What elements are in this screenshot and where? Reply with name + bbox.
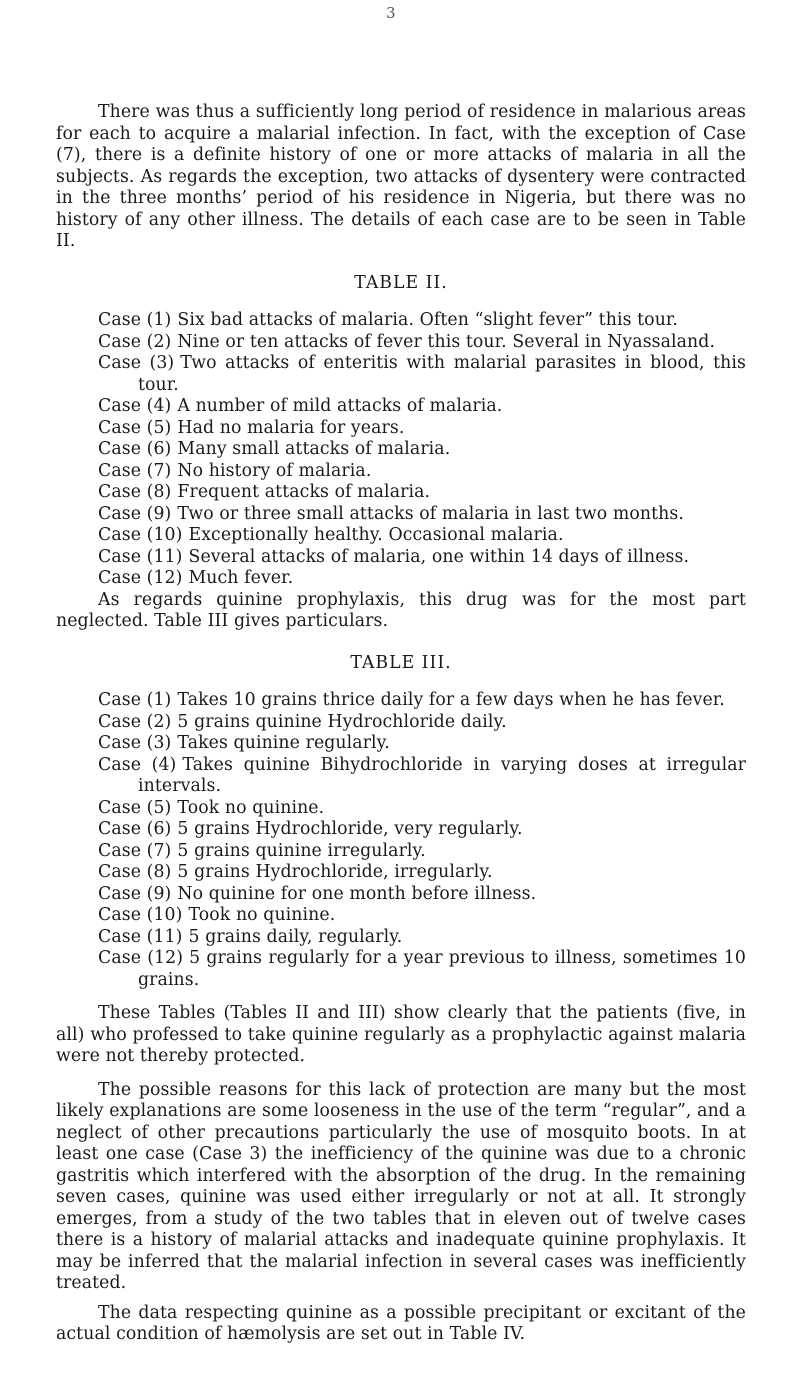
table-2-case-6: [56, 439, 746, 461]
spacer: [56, 1068, 746, 1080]
table-2-case-3: [56, 353, 746, 396]
table-2-case-9: [56, 504, 746, 526]
case-label: Case (3): [98, 353, 175, 373]
case-label: Case (1): [98, 690, 172, 710]
case-text: 5 grains Hydrochloride, very regularly.: [177, 819, 523, 839]
case-text: 5 grains quinine Hydrochloride daily.: [177, 711, 507, 732]
case-label: Case (9): [98, 883, 172, 904]
table-3-case-6: [56, 819, 746, 841]
case-text: Nine or ten attacks of fever this tour. Several in Nyassaland.: [177, 331, 716, 352]
case-text: 5 grains daily, regularly.: [188, 926, 403, 947]
case-text: Two or three small attacks of malaria in last two months.: [177, 503, 684, 524]
case-label: Case (8): [98, 862, 172, 882]
page-body: [56, 102, 746, 1346]
table-3-case-9: [56, 884, 746, 906]
case-label: Case (5): [98, 797, 172, 818]
case-text: Takes 10 grains thrice daily for a few days when he has fever.: [177, 690, 725, 710]
table-3-case-2: [56, 712, 746, 734]
page-number: 3: [386, 4, 396, 22]
case-label: Case (7): [98, 460, 172, 481]
final-paragraph: The data respecting quinine as a possible precipitant or excitant of the actual condition of hæmolysis are set out in Table IV.: [56, 1302, 746, 1344]
case-text: Took no quinine.: [177, 797, 325, 818]
case-label: Case (1): [98, 310, 172, 330]
case-text: Several attacks of malaria, one within 14 days of illness.: [188, 546, 690, 567]
case-label: Case (4): [98, 396, 172, 416]
reasons-paragraph: The possible reasons for this lack of protection are many but the most likely explanations are some looseness in the use of the term “regular”, and a neglect of other precautions particularly the use of mosquito boots. In at least one case (Case 3) the inefficiency of the quinine was due to a chronic gastritis which interfered with the absorption of the drug. In the remaining seven cases, quinine was used either irregularly or not at all. It strongly emerges, from a study of the two tables that in eleven out of twelve cases there is a history of malarial attacks and inadequate quinine prophylaxis. It may be inferred that the malarial infection in several cases was inefficiently treated.: [56, 1079, 746, 1293]
case-label: Case (10): [98, 905, 183, 925]
table-2-case-10: [56, 525, 746, 547]
case-text: Six bad attacks of malaria. Often “slight fever” this tour.: [177, 310, 678, 330]
case-text: 5 grains Hydrochloride, irregularly.: [177, 862, 493, 882]
case-text: Takes quinine Bihydrochloride in varying doses at irregular intervals.: [138, 754, 746, 796]
table-2-case-7: [56, 461, 746, 483]
quinine-paragraph: As regards quinine prophylaxis, this drug was for the most part neglected. Table III gives particulars.: [56, 589, 746, 631]
table-3-case-12: [56, 948, 746, 991]
case-label: Case (11): [98, 546, 183, 567]
table-3-case-4: [56, 755, 746, 798]
table-3-case-list: [56, 690, 746, 991]
case-text: Exceptionally healthy. Occasional malaria.: [188, 525, 564, 545]
case-text: 5 grains regularly for a year previous to illness, sometimes 10 grains.: [138, 948, 746, 990]
table-2-case-1: [56, 310, 746, 332]
case-text: Much fever.: [188, 568, 294, 588]
case-label: Case (6): [98, 439, 172, 459]
case-text: Takes quinine regularly.: [177, 733, 390, 753]
case-label: Case (2): [98, 331, 172, 352]
case-label: Case (10): [98, 525, 183, 545]
case-label: Case (6): [98, 819, 172, 839]
case-text: Took no quinine.: [188, 905, 336, 925]
table-2-case-4: [56, 396, 746, 418]
intro-paragraph: There was thus a sufficiently long period of residence in malarious areas for each to acquire a malarial infection. In fact, with the exception of Case (7), there is a definite history of one or more attacks of malaria in all the subjects. As regards the exception, two attacks of dysentery were contracted in the three months’ period of his residence in Nigeria, but there was no history of any other illness. The details of each case are to be seen in Table II.: [56, 102, 746, 251]
case-label: Case (3): [98, 733, 172, 753]
table-3-case-5: [56, 798, 746, 820]
table-3-case-11: [56, 927, 746, 949]
table-3-case-1: [56, 690, 746, 712]
table-2-title: TABLE II.: [354, 272, 448, 293]
case-label: Case (5): [98, 417, 172, 438]
spacer: [56, 1295, 746, 1303]
case-text: Many small attacks of malaria.: [177, 439, 451, 459]
case-text: Two attacks of enteritis with malarial parasites in blood, this tour.: [138, 353, 746, 395]
case-label: Case (12): [98, 948, 184, 968]
case-text: No quinine for one month before illness.: [177, 883, 537, 904]
case-label: Case (8): [98, 482, 172, 502]
table-2-case-8: [56, 482, 746, 504]
case-label: Case (9): [98, 503, 172, 524]
case-text: Had no malaria for years.: [177, 417, 405, 438]
case-label: Case (11): [98, 926, 183, 947]
case-label: Case (2): [98, 711, 172, 732]
case-label: Case (12): [98, 568, 183, 588]
tables-conclusion-paragraph: These Tables (Tables II and III) show clearly that the patients (five, in all) who professed to take quinine regularly as a prophylactic against malaria were not thereby protected.: [56, 1003, 746, 1066]
case-text: A number of mild attacks of malaria.: [177, 396, 503, 416]
table-2-case-list: [56, 310, 746, 590]
case-label: Case (4): [98, 754, 177, 775]
table-3-title: TABLE III.: [350, 652, 452, 673]
case-text: 5 grains quinine irregularly.: [177, 840, 426, 861]
table-2-case-2: [56, 332, 746, 354]
case-label: Case (7): [98, 840, 172, 861]
table-3-case-7: [56, 841, 746, 863]
table-2-case-11: [56, 547, 746, 569]
table-3-case-8: [56, 862, 746, 884]
case-text: No history of malaria.: [177, 460, 372, 481]
spacer: [56, 991, 746, 1003]
table-2-case-5: [56, 418, 746, 440]
table-3-case-10: [56, 905, 746, 927]
case-text: Frequent attacks of malaria.: [177, 482, 431, 502]
table-3-case-3: [56, 733, 746, 755]
table-2-case-12: [56, 568, 746, 590]
